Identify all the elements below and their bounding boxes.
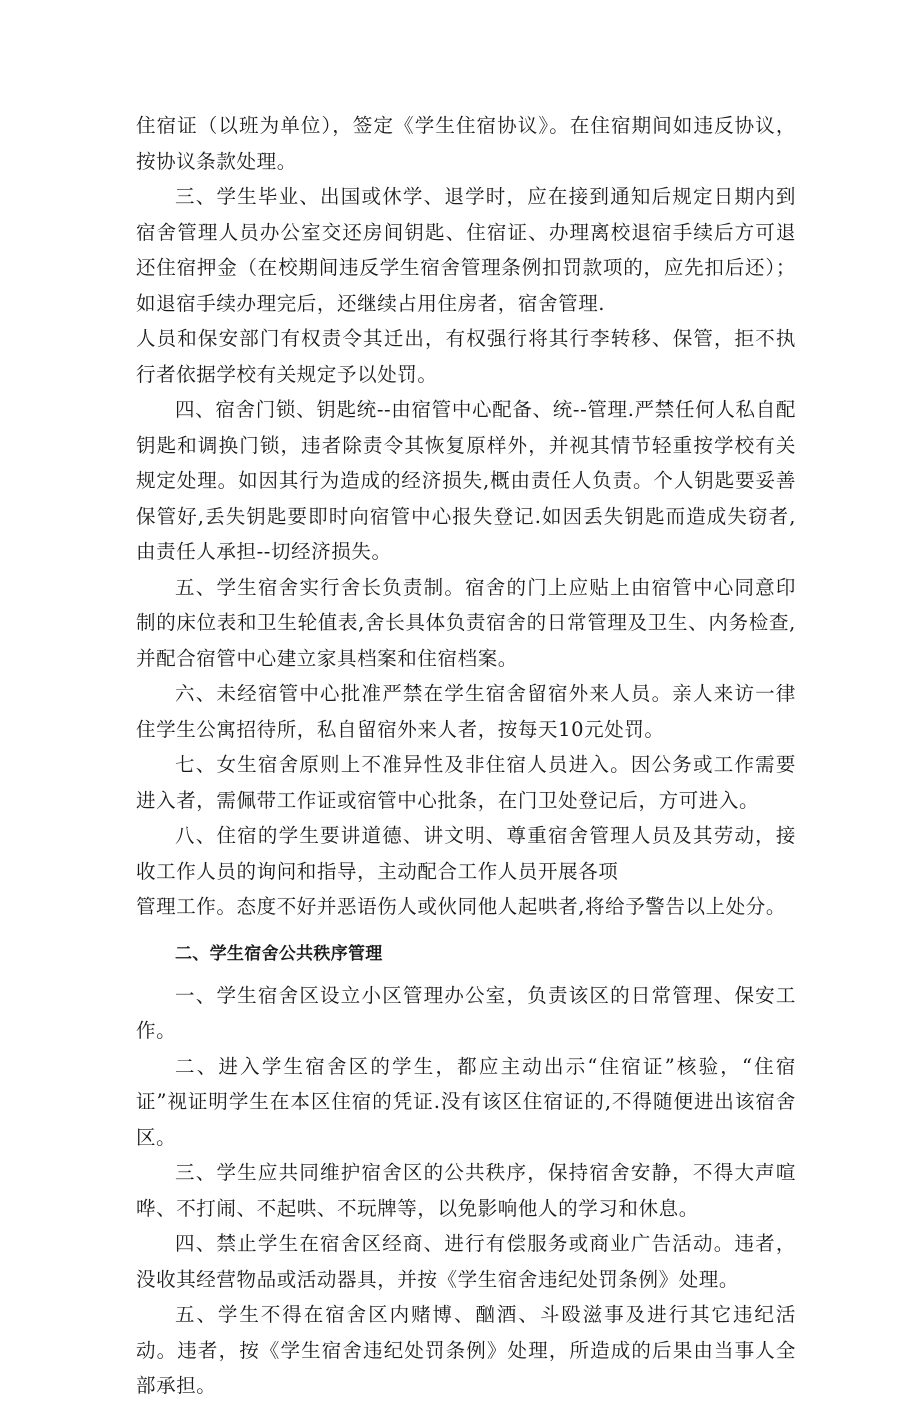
paragraph-rule-3: 三、学生毕业、出国或休学、退学时，应在接到通知后规定日期内到宿舍管理人员办公室交还房间钥匙、住宿证、办理离校退宿手续后方可退还住宿押金（在校期间违反学生宿舍管理条例扣罚款项的，应先扣后还）；如退宿手续办理完后，还继续占用住房者，宿舍管理. — [136, 185, 796, 315]
paragraph-rule-6: 六、未经宿管中心批准严禁在学生宿舍留宿外来人员。亲人来访一律住学生公寓招待所，私自留宿外来人者，按每天10元处罚。 — [136, 682, 796, 741]
paragraph-order-3: 三、学生应共同维护宿舍区的公共秩序，保持宿舍安静，不得大声喧哗、不打闹、不起哄、不玩牌等，以免影响他人的学习和休息。 — [136, 1161, 796, 1220]
paragraph-continuation: 住宿证（以班为单位），签定《学生住宿协议》。在住宿期间如违反协议，按协议条款处理。 — [136, 114, 796, 173]
paragraph-order-5: 五、学生不得在宿舍区内赌博、酗酒、斗殴滋事及进行其它违纪活动。违者，按《学生宿舍违纪处罚条例》处理，所造成的后果由当事人全部承担。 — [136, 1303, 796, 1397]
paragraph-rule-8: 八、住宿的学生要讲道德、讲文明、尊重宿舍管理人员及其劳动，接收工作人员的询问和指导，主动配合工作人员开展各项 — [136, 824, 796, 883]
paragraph-rule-8-continued: 管理工作。态度不好并恶语伤人或伙同他人起哄者,将给予警告以上处分。 — [136, 895, 786, 918]
paragraph-rule-3-continued: 人员和保安部门有权责令其迁出，有权强行将其行李转移、保管，拒不执行者依据学校有关规定予以处罚。 — [136, 327, 796, 386]
paragraph-order-2: 二、进入学生宿舍区的学生，都应主动出示“住宿证”核验，“住宿证”视证明学生在本区住宿的凭证.没有该区住宿证的,不得随便进出该宿舍区。 — [136, 1054, 796, 1149]
paragraph-rule-5: 五、学生宿舍实行舍长负责制。宿舍的门上应贴上由宿管中心同意印制的床位表和卫生轮值表,舍长具体负责宿舍的日常管理及卫生、内务检查,并配合宿管中心建立家具档案和住宿档案。 — [136, 575, 796, 670]
document-body — [136, 108, 796, 1404]
paragraph-order-1: 一、学生宿舍区设立小区管理办公室，负责该区的日常管理、保安工作。 — [136, 983, 796, 1042]
paragraph-rule-7: 七、女生宿舍原则上不准异性及非住宿人员进入。因公务或工作需要进入者，需佩带工作证或宿管中心批条，在门卫处登记后，方可进入。 — [136, 753, 796, 812]
paragraph-order-4: 四、禁止学生在宿舍区经商、进行有偿服务或商业广告活动。违者，没收其经营物品或活动器具，并按《学生宿舍违纪处罚条例》处理。 — [136, 1232, 796, 1291]
section-heading: 二、学生宿舍公共秩序管理 — [175, 943, 383, 964]
paragraph-rule-4: 四、宿舍门锁、钥匙统--由宿管中心配备、统--管理.严禁任何人私自配钥匙和调换门锁，违者除责令其恢复原样外，并视其情节轻重按学校有关规定处理。如因其行为造成的经济损失,概由责任人负责。个人钥匙要妥善保管好,丢失钥匙要即时向宿管中心报失登记.如因丢失钥匙而造成失窃者,由责任人承担--切经济损失。 — [136, 398, 796, 563]
